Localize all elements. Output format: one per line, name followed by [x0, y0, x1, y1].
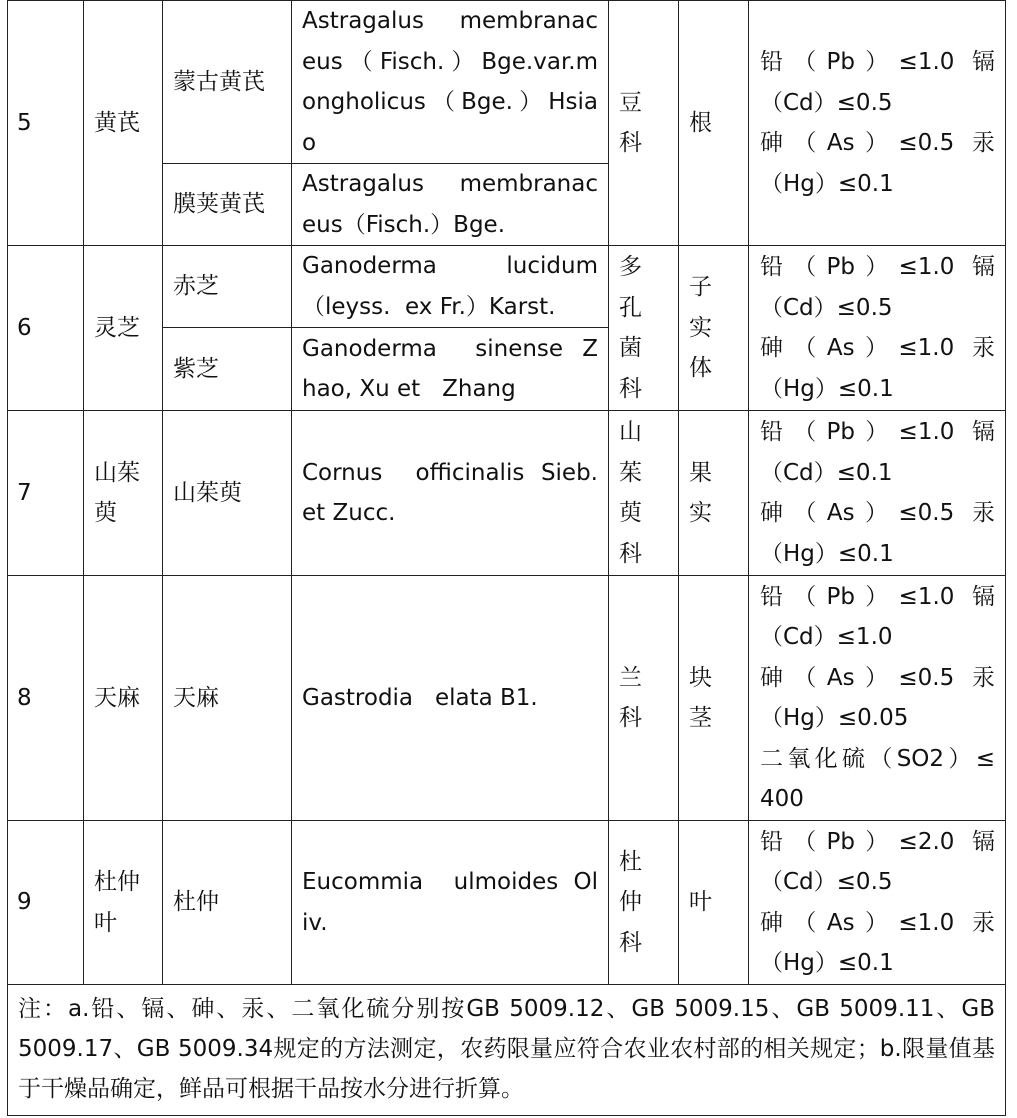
family-char: 菌 [619, 335, 642, 361]
limit-line: 铅（Pb）≤2.0 镉 [760, 828, 995, 855]
species-name-text: 紫芝 [173, 355, 219, 382]
latin-name [292, 328, 609, 411]
latin-name-line: Ganoderma lucidum [302, 253, 598, 279]
table-row [8, 246, 1006, 328]
limit-values [749, 821, 1006, 985]
latin-name-line: ongholicus（Bge.）Hsia [302, 89, 598, 115]
latin-name [292, 576, 609, 821]
species-name-text: 天麻 [173, 684, 219, 711]
footnote [8, 985, 1006, 1116]
species-name-text: 山茱萸 [173, 479, 242, 506]
medicinal-part-char: 茎 [689, 705, 712, 731]
limit-line: （Cd）≤1.0 [760, 624, 893, 650]
medicinal-part-char: 叶 [689, 889, 712, 916]
latin-name-line: o [302, 129, 317, 156]
row-index-text: 9 [17, 889, 32, 916]
table-row [8, 821, 1006, 985]
footnote-text: 注：a.铅、镉、砷、汞、二氧化硫分别按GB 5009.12、GB 5009.15、GB 5009.11、GB 5009.17、GB 5009.34规定的方法测定，农药限量应符合农业农村部的相关规定；b.限量值基于干燥品确定，鲜品可根据干品按水分进行折算。 [18, 996, 995, 1102]
medicinal-part [679, 246, 749, 411]
family-char: 科 [619, 929, 642, 956]
latin-name-line: hao, Xu et Zhang [302, 376, 516, 402]
family-char: 孔 [619, 294, 642, 321]
species-name [163, 1, 292, 164]
latin-name-line: eus（Fisch.）Bge.var.m [302, 48, 598, 75]
species-name [163, 246, 292, 328]
limit-line: 铅（Pb）≤1.0 镉 [760, 419, 995, 445]
row-index-text: 6 [17, 314, 32, 341]
herb-name [84, 576, 163, 821]
herb-name [84, 821, 163, 985]
latin-name-line: Cornus officinalis Sieb. [302, 459, 598, 486]
family [609, 1, 679, 246]
row-index-text: 8 [17, 684, 32, 711]
family-char: 科 [619, 540, 642, 567]
species-name [163, 328, 292, 411]
species-name [163, 821, 292, 985]
latin-name-line: （leyss. ex Fr.）Karst. [302, 293, 556, 320]
family-char: 山 [619, 419, 642, 445]
herb-name-line: 天麻 [94, 684, 140, 711]
row-index [8, 411, 84, 576]
family-char: 科 [619, 705, 642, 731]
limit-line: 砷（As）≤1.0 汞 [760, 909, 995, 936]
medicinal-part-char: 块 [689, 664, 712, 691]
medicinal-part-char: 体 [689, 355, 712, 382]
species-name [163, 411, 292, 576]
latin-name [292, 411, 609, 576]
latin-name-line: iv. [302, 909, 328, 936]
medicinal-part-char: 根 [689, 109, 712, 136]
row-index [8, 821, 84, 985]
note-row [8, 985, 1006, 1116]
herb-name [84, 411, 163, 576]
species-name-text: 杜仲 [173, 889, 219, 916]
row-index [8, 1, 84, 246]
species-name-text: 蒙古黄芪 [173, 68, 265, 95]
latin-name-line: Astragalus membranac [302, 8, 598, 34]
family-char: 茱 [619, 459, 642, 486]
medicinal-part-char: 实 [689, 314, 712, 341]
limit-line: 二氧化硫（SO2）≤ [760, 745, 995, 772]
family [609, 411, 679, 576]
medicinal-part-char: 子 [689, 274, 712, 301]
latin-name [292, 246, 609, 328]
species-name-text: 赤芝 [173, 273, 219, 300]
limit-line: （Hg）≤0.1 [760, 170, 894, 197]
limit-line: 400 [760, 786, 804, 812]
family-char: 兰 [619, 664, 642, 691]
medicinal-part [679, 1, 749, 246]
limit-line: 铅（Pb）≤1.0 镉 [760, 49, 995, 75]
herb-name-line: 黄芪 [94, 109, 140, 136]
latin-name-line: Astragalus membranac [302, 171, 598, 197]
species-name-text: 膜荚黄芪 [173, 191, 265, 218]
herb-name-line: 萸 [94, 500, 117, 526]
row-index [8, 576, 84, 821]
limit-line: （Cd）≤0.5 [760, 89, 893, 116]
herb-name-line: 杜仲 [94, 869, 140, 895]
family-char: 杜 [619, 848, 642, 875]
limit-line: （Hg）≤0.1 [760, 375, 894, 402]
family [609, 576, 679, 821]
latin-name [292, 821, 609, 985]
row-index-text: 7 [17, 479, 32, 506]
latin-name [292, 1, 609, 164]
herb-limits-table [7, 0, 1006, 1116]
herb-name-line: 山茱 [94, 459, 140, 486]
herb-name-line: 灵芝 [94, 314, 140, 341]
latin-name-line: Eucommia ulmoides Ol [302, 869, 598, 895]
family [609, 246, 679, 411]
medicinal-part-char: 果 [689, 459, 712, 486]
family-char: 仲 [619, 889, 642, 916]
limit-line: （Cd）≤0.1 [760, 459, 893, 486]
limit-values [749, 246, 1006, 411]
table-row [8, 1, 1006, 164]
family-char: 科 [619, 130, 642, 156]
row-index [8, 246, 84, 411]
limit-line: （Cd）≤0.5 [760, 294, 893, 321]
medicinal-part [679, 821, 749, 985]
limit-line: （Hg）≤0.1 [760, 950, 894, 976]
limit-values [749, 1, 1006, 246]
row-index-text: 5 [17, 109, 32, 136]
herb-name [84, 246, 163, 411]
family [609, 821, 679, 985]
limit-line: 铅（Pb）≤1.0 镉 [760, 583, 995, 610]
latin-name [292, 164, 609, 246]
latin-name-line: Ganoderma sinense Z [302, 335, 598, 362]
family-char: 豆 [619, 89, 642, 116]
limit-line: （Hg）≤0.1 [760, 540, 894, 567]
limit-values [749, 576, 1006, 821]
species-name [163, 164, 292, 246]
limit-line: 砷（As）≤1.0 汞 [760, 335, 995, 361]
limit-line: 砷（As）≤0.5 汞 [760, 664, 995, 691]
table-row [8, 576, 1006, 821]
medicinal-part [679, 576, 749, 821]
limit-line: 砷（As）≤0.5 汞 [760, 130, 995, 156]
limit-line: （Hg）≤0.05 [760, 705, 909, 731]
family-char: 科 [619, 375, 642, 402]
latin-name-line: Gastrodia elata B1. [302, 684, 538, 711]
limit-line: 铅（Pb）≤1.0 镉 [760, 254, 995, 280]
family-char: 多 [619, 254, 642, 280]
limit-line: 砷（As）≤0.5 汞 [760, 500, 995, 526]
herb-name-line: 叶 [94, 909, 117, 936]
species-name [163, 576, 292, 821]
latin-name-line: et Zucc. [302, 500, 396, 526]
limit-values [749, 411, 1006, 576]
family-char: 萸 [619, 500, 642, 526]
herb-name [84, 1, 163, 246]
limit-line: （Cd）≤0.5 [760, 869, 893, 895]
table-row [8, 411, 1006, 576]
latin-name-line: eus（Fisch.）Bge. [302, 211, 506, 238]
medicinal-part [679, 411, 749, 576]
medicinal-part-char: 实 [689, 500, 712, 526]
